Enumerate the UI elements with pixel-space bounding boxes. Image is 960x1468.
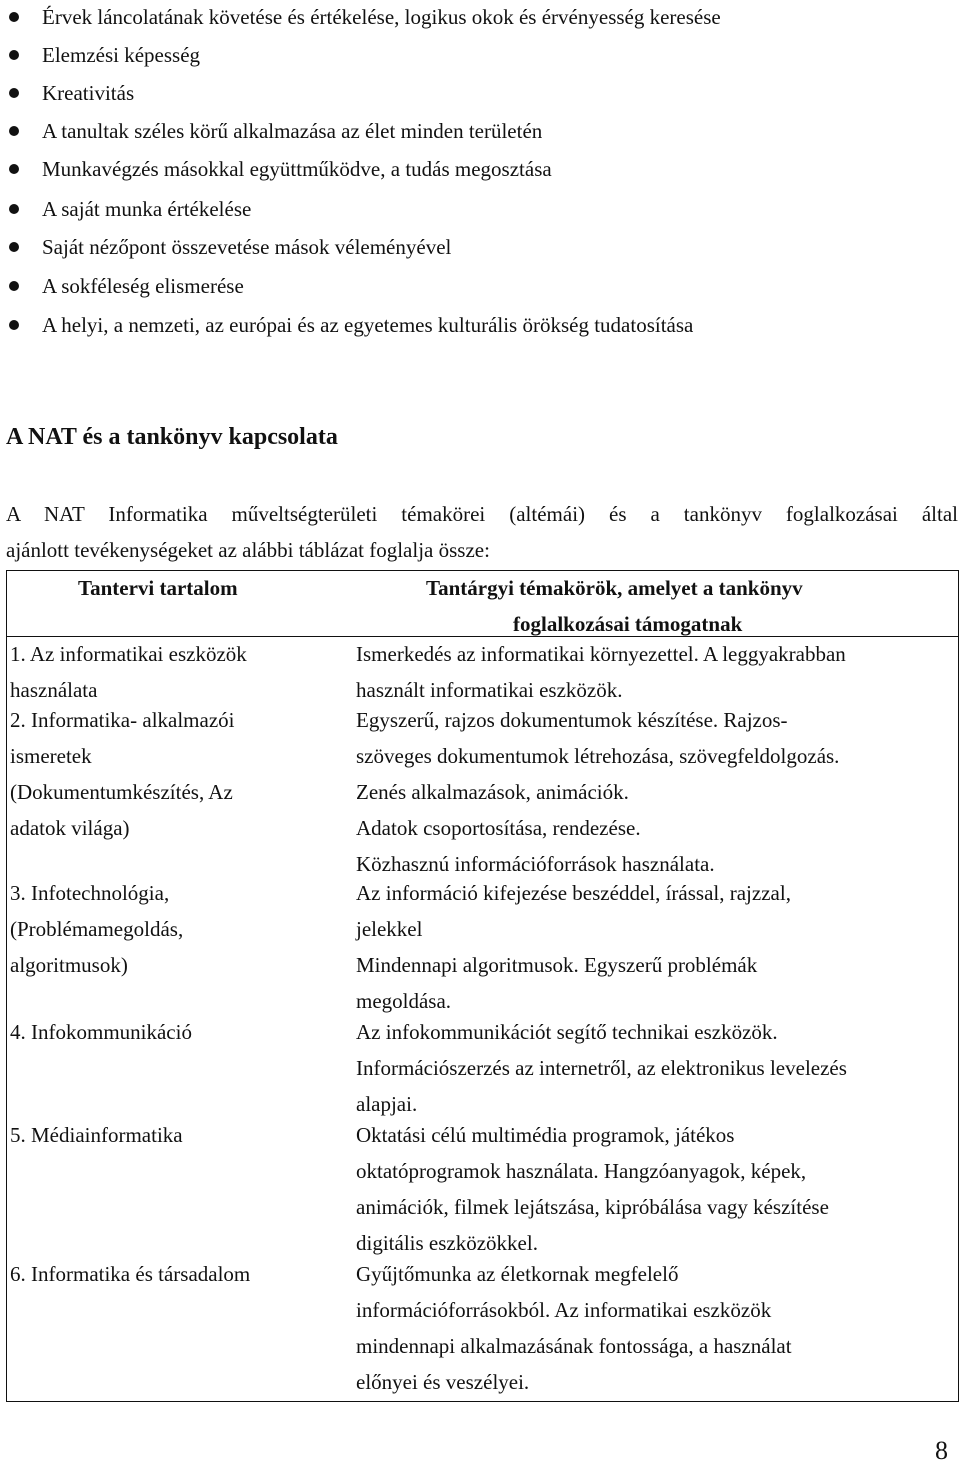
cell-line: előnyei és veszélyei. [356,1370,530,1394]
row-topic [10,1256,330,1292]
cell-line: (Problémamegoldás, [10,917,184,941]
cell-line: algoritmusok) [10,953,128,977]
bullet-item [42,116,542,146]
bullet-text: Elemzési képesség [42,43,201,67]
cell-line: jelekkel [356,917,423,941]
cell-line: adatok világa) [10,816,130,840]
bullet-text: Munkavégzés másokkal együttműködve, a tudás megosztása [42,157,552,181]
cell-line: Ismerkedés az informatikai környezettel. A leggyakrabban [356,642,846,666]
page-number: 8 [935,1436,948,1465]
bullet-dot-icon [9,204,19,214]
cell-line: 5. Médiainformatika [10,1123,183,1147]
cell-line: animációk, filmek lejátszása, kipróbálása vagy készítése [356,1195,829,1219]
cell-line: 2. Informatika- alkalmazói [10,708,235,732]
cell-line: alapjai. [356,1092,418,1116]
header-col2 [426,570,960,642]
cell-line: használata [10,678,98,702]
row-activities [356,1256,956,1400]
bullet-dot-icon [9,88,19,98]
intro-paragraph [6,496,958,568]
row-topic [10,875,330,983]
cell-line: Adatok csoportosítása, rendezése. [356,816,641,840]
bullet-text: A saját munka értékelése [42,197,252,221]
bullet-dot-icon [9,126,19,136]
bullet-item [42,194,251,224]
cell-line: 6. Informatika és társadalom [10,1262,251,1286]
bullet-dot-icon [9,164,19,174]
row-activities [356,636,956,708]
cell-line: Oktatási célú multimédia programok, játékos [356,1123,735,1147]
row-activities [356,1117,956,1261]
row-activities [356,702,956,882]
bullet-dot-icon [9,281,19,291]
cell-line: 4. Infokommunikáció [10,1020,192,1044]
row-topic [10,702,330,846]
cell-line: megoldása. [356,989,452,1013]
bullet-item [42,40,200,70]
cell-line: használt informatikai eszközök. [356,678,623,702]
cell-line: információforrásokból. Az informatikai eszközök [356,1298,772,1322]
bullet-text: Saját nézőpont összevetése mások véleményével [42,235,452,259]
row-topic [10,1014,330,1050]
row-activities [356,1014,956,1122]
bullet-item [42,310,693,340]
intro-line: A NAT Informatika műveltségterületi témakörei (altémái) és a tankönyv foglalkozásai által [6,502,958,526]
cell-line: Közhasznú információforrások használata. [356,852,715,876]
bullet-dot-icon [9,12,19,22]
cell-line: ismeretek [10,744,92,768]
cell-line: oktatóprogramok használata. Hangzóanyagok, képek, [356,1159,807,1183]
row-topic [10,1117,330,1153]
curriculum-table [6,570,959,1402]
bullet-item [42,154,552,184]
bullet-text: A tanultak széles körű alkalmazása az élet minden területén [42,119,543,143]
bullet-dot-icon [9,50,19,60]
cell-line: Gyűjtőmunka az életkornak megfelelő [356,1262,679,1286]
header-text: Tantárgyi témakörök, amelyet a tankönyv [426,576,803,600]
bullet-dot-icon [9,242,19,252]
bullet-text: A helyi, a nemzeti, az európai és az egyetemes kulturális örökség tudatosítása [42,313,694,337]
cell-line: digitális eszközökkel. [356,1231,538,1255]
cell-line: Az információ kifejezése beszéddel, írással, rajzzal, [356,881,791,905]
cell-line: Információszerzés az internetről, az elektronikus levelezés [356,1056,847,1080]
cell-line: 3. Infotechnológia, [10,881,170,905]
bullet-text: Kreativitás [42,81,135,105]
bullet-text: A sokféleség elismerése [42,274,244,298]
cell-line: 1. Az informatikai eszközök [10,642,247,666]
cell-line: Egyszerű, rajzos dokumentumok készítése. Rajzos- [356,708,788,732]
bullet-dot-icon [9,320,19,330]
row-activities [356,875,956,1019]
header-text: foglalkozásai támogatnak [513,612,743,636]
bullet-item [42,232,451,262]
bullet-item [42,2,721,32]
bullet-text: Érvek láncolatának követése és értékelése, logikus okok és érvényesség keresése [42,5,721,29]
cell-line: (Dokumentumkészítés, Az [10,780,233,804]
cell-line: Zenés alkalmazások, animációk. [356,780,629,804]
intro-line: ajánlott tevékenységeket az alábbi táblázat foglalja össze: [6,538,490,562]
cell-line: Az infokommunikációt segítő technikai eszközök. [356,1020,778,1044]
row-topic [10,636,330,708]
cell-line: szöveges dokumentumok létrehozása, szövegfeldolgozás. [356,744,840,768]
section-heading: A NAT és a tankönyv kapcsolata [6,424,338,450]
bullet-item [42,78,134,108]
cell-line: Mindennapi algoritmusok. Egyszerű problémák [356,953,758,977]
header-text: Tantervi tartalom [78,576,238,600]
bullet-item [42,271,244,301]
header-col1 [78,570,398,606]
cell-line: mindennapi alkalmazásának fontossága, a használat [356,1334,792,1358]
